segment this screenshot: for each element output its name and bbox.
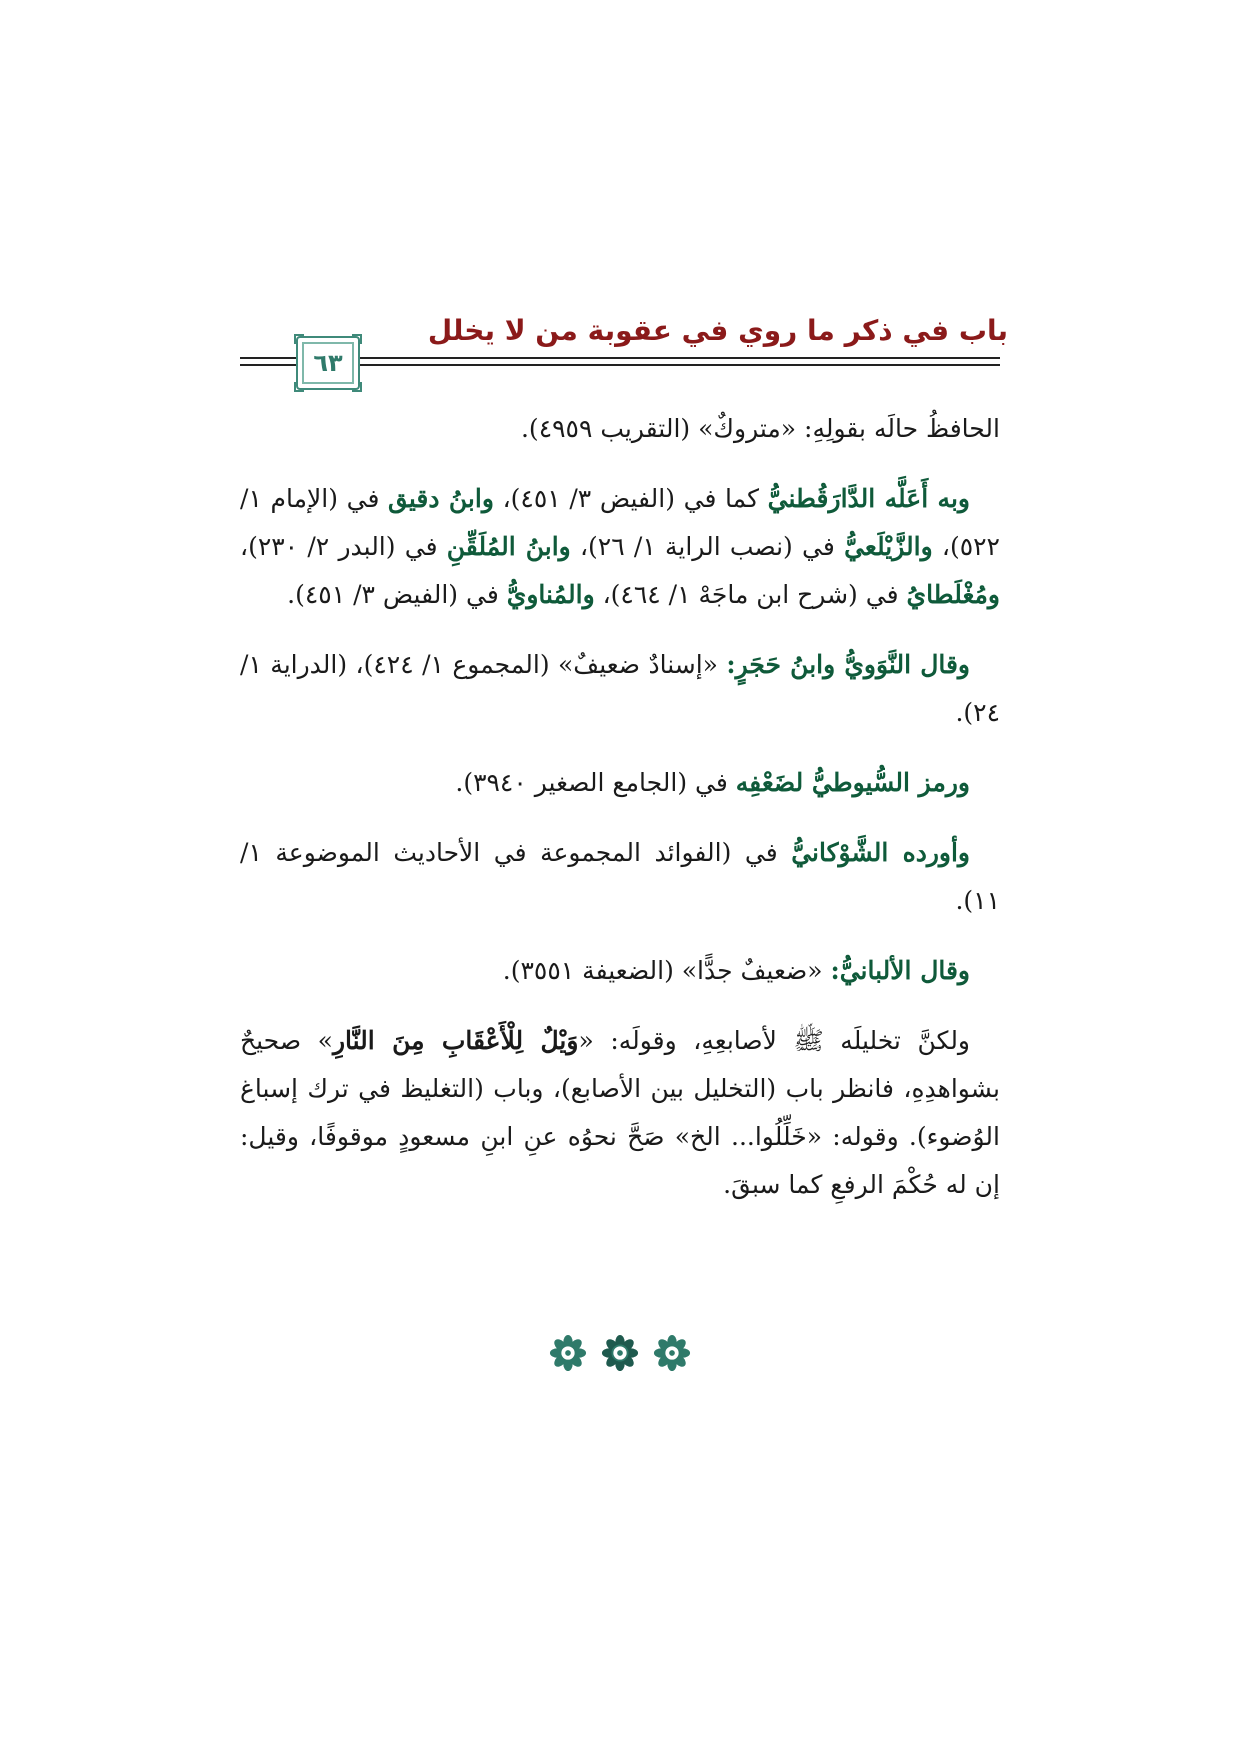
star-flower-icon bbox=[601, 1334, 639, 1372]
scholar-name: وابنُ دقيق bbox=[388, 484, 494, 513]
text-run: » صحيحٌ بشواهدِهِ، فانظر باب (التخليل بين الأصابع)، وباب (التغليظ في ترك إسباغ الوُضوء). وقوله: «خَلِّلُوا... الخ» صَحَّ نحوُه عنِ ابنِ مسعودٍ موقوفًا، وقيل: إن له حُكْمَ الرفعِ كما سبقَ. bbox=[240, 1026, 1000, 1199]
text-run: الحافظُ حالَه بقولِهِ: «متروكٌ» (التقريب ٤٩٥٩). bbox=[520, 414, 1000, 443]
scholar-name: وابنُ المُلَقِّنِ bbox=[446, 532, 571, 561]
text-run: في (الفيض ٣/ ٤٥١). bbox=[287, 580, 507, 609]
star-flower-icon bbox=[549, 1334, 587, 1372]
scholar-name: وبه أَعَلَّه الدَّارَقُطنيُّ bbox=[767, 484, 970, 513]
badge-corner-ornament bbox=[352, 334, 362, 344]
scholar-name: وأورده الشَّوْكانيُّ bbox=[791, 838, 970, 867]
page-number: ٦٣ bbox=[313, 349, 343, 377]
chapter-title: باب في ذكر ما روي في عقوبة من لا يخلل bbox=[427, 314, 1008, 347]
paragraph bbox=[240, 475, 1000, 619]
hadith-quote: وَيْلٌ لِلْأَعْقَابِ مِنَ النَّارِ bbox=[332, 1026, 579, 1055]
text-run: كما في (الفيض ٣/ ٤٥١)، bbox=[493, 484, 768, 513]
text-run: «ضعيفٌ جدًّا» (الضعيفة ٣٥٥١). bbox=[502, 956, 831, 985]
paragraph bbox=[240, 405, 1000, 453]
page-number-badge bbox=[296, 336, 360, 390]
paragraph bbox=[240, 947, 1000, 995]
text-run: في (البدر ٢/ ٢٣٠)، bbox=[240, 532, 447, 561]
badge-corner-ornament bbox=[352, 382, 362, 392]
text-run: في (شرح ابن ماجَهْ ١/ ٤٦٤)، bbox=[594, 580, 907, 609]
text-run: في (الجامع الصغير ٣٩٤٠). bbox=[455, 768, 736, 797]
badge-corner-ornament bbox=[294, 382, 304, 392]
text-run: في (الإمام ١/ ٥٢٢)، bbox=[240, 484, 1000, 561]
paragraph bbox=[240, 641, 1000, 737]
main-text bbox=[240, 405, 1000, 1231]
text-run: ولكنَّ تخليلَه ﷺ لأصابعِهِ، وقولَه: « bbox=[578, 1026, 971, 1055]
text-run: «إسنادٌ ضعيفٌ» (المجموع ١/ ٤٢٤)، (الدراية ١/ ٢٤). bbox=[240, 650, 1000, 727]
scholar-name: ورمز السُّيوطيُّ لضَعْفِه bbox=[735, 768, 970, 797]
paragraph bbox=[240, 1017, 1000, 1209]
scholar-name: والزَّيْلَعيُّ bbox=[844, 532, 933, 561]
scholar-name: وقال الألبانيُّ: bbox=[830, 956, 970, 985]
text-run: في (نصب الراية ١/ ٢٦)، bbox=[570, 532, 845, 561]
star-flower-icon bbox=[653, 1334, 691, 1372]
scholar-name: ومُغْلَطايُ bbox=[906, 580, 1000, 609]
paragraph bbox=[240, 829, 1000, 925]
scholar-name: وقال النَّوَويُّ وابنُ حَجَرٍ: bbox=[726, 650, 970, 679]
scholar-name: والمُناويُّ bbox=[506, 580, 595, 609]
badge-corner-ornament bbox=[294, 334, 304, 344]
section-end-ornaments bbox=[0, 1334, 1240, 1372]
text-run: في (الفوائد المجموعة في الأحاديث الموضوعة ١/ ١١). bbox=[240, 838, 1000, 915]
paragraph bbox=[240, 759, 1000, 807]
